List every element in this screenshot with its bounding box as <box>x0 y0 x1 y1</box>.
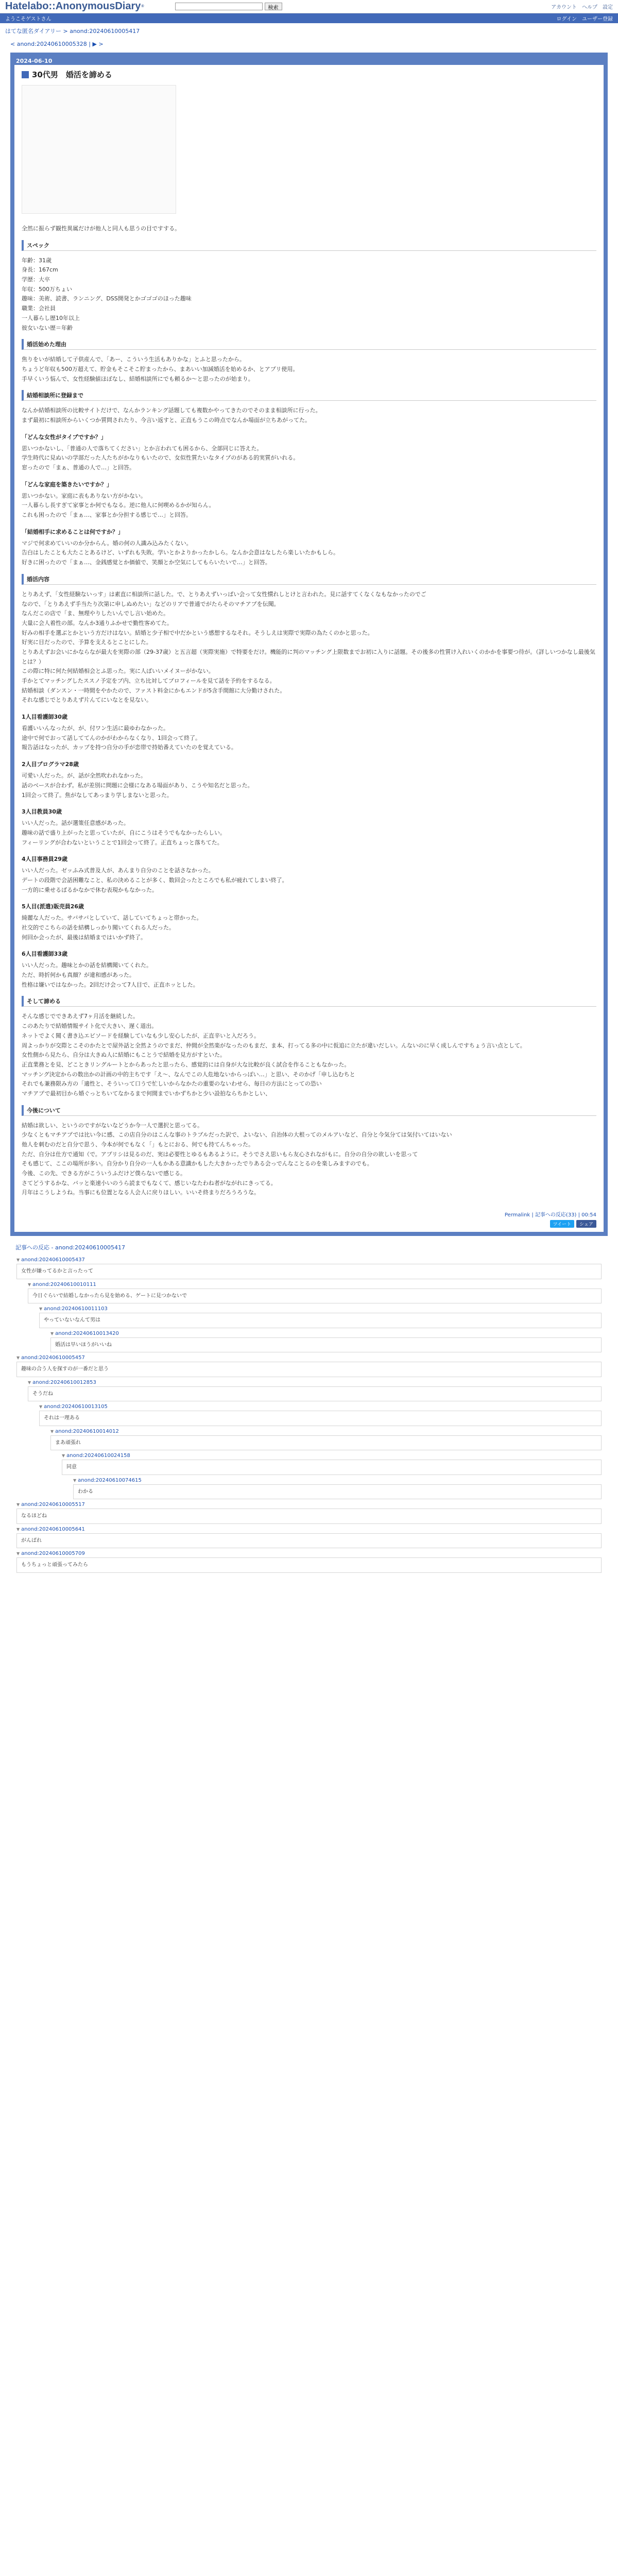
comment-text: がんばれ <box>16 1533 602 1549</box>
comment <box>44 1331 608 1353</box>
register-link[interactable]: ユーザー登録 <box>582 16 613 22</box>
paragraph: 綺麗な人だった。サバサバとしていて、話していてちょっと帯かった。 社交的でこちらの話を結構しっかり聞いてくれる人だった。 何回か会ったが、最後は結婚まではいかず終了。 <box>22 914 202 941</box>
paragraph: なんか結婚相談所の比較サイトだけで、なんかランキング話題しても複数かやってきたのでそのまま相談所に行った。 まず最初に相談所からいくつか質問されたり、今言い返すと、正直もうこの時点でなんか場面が立ちあがってた。 <box>22 407 321 423</box>
subsection-heading: 2人目プログラマ28歳 <box>22 761 79 768</box>
comment-header <box>28 1380 608 1385</box>
comment-id-link[interactable]: anond:20240610024158 <box>66 1453 130 1459</box>
comment-text: なるほどね <box>16 1509 602 1524</box>
subsection-heading: 「結婚相手に求めることは何ですか？」 <box>22 528 124 535</box>
trackback-header <box>10 1236 608 1255</box>
comment-id-link[interactable]: anond:20240610013420 <box>55 1330 119 1336</box>
section-heading: 婚活内容 <box>22 574 596 585</box>
collapse-triangle-icon[interactable]: ▼ <box>50 1331 54 1336</box>
comment-id-link[interactable]: anond:20240610005641 <box>21 1526 85 1532</box>
comment-header <box>73 1478 608 1483</box>
comment-header <box>28 1282 608 1287</box>
paragraph: 思いつかないし、「普通の人で落ちてください」とか言われても困るから、全部同じに答えた。 学生時代に見ぬいの学部だった人たちがかなりもいたので、女似性質たいなタイプのがある的実質がいれる。 窓ったので「まぁ、普通の人で…」と回答。 <box>22 445 299 471</box>
comment <box>44 1429 608 1451</box>
section-heading: スペック <box>22 240 596 251</box>
paragraph: 年齢：31歳 身長：167cm 学歴：大卒 年収：500万ちょい 趣味：美術、読書、ランニング、DSS開発とかゴゴゴのほった趣味 職業：会社員 一人暮らし歴10年以上 彼女いない歴＝年齢 <box>22 257 192 331</box>
comment-id-link[interactable]: anond:20240610013105 <box>44 1404 108 1410</box>
subsection-heading: 4人目事務員29歳 <box>22 856 67 863</box>
comment-id-link[interactable]: anond:20240610005437 <box>21 1257 85 1263</box>
comment-header <box>16 1551 608 1556</box>
article-title-row <box>14 65 604 85</box>
welcome-text: ようこそゲストさん <box>5 16 52 22</box>
comment <box>56 1453 608 1475</box>
trackback-header-link[interactable]: 記事への反応 - anond:20240610005417 <box>15 1244 126 1251</box>
prev-next-link[interactable]: < anond:20240610005328 | ▶ > <box>10 41 104 47</box>
collapse-triangle-icon[interactable]: ▼ <box>16 1527 20 1532</box>
collapse-triangle-icon[interactable]: ▼ <box>28 1380 31 1385</box>
comment-id-link[interactable]: anond:20240610005709 <box>21 1551 85 1557</box>
paragraph: 思いつかない。家庭に表もありない方がかない。 一人暮らし長すぎて家事とか何でもなる。逆に他人に何喫めるかが知らん。 これも困ったので「まぁ…、家事とか分担する感じで…」と回答。 <box>22 492 215 519</box>
subsection-heading: 6人目看護師33歳 <box>22 951 67 958</box>
collapse-triangle-icon[interactable]: ▼ <box>28 1282 31 1287</box>
breadcrumb <box>0 23 618 39</box>
comment-tree <box>10 1257 608 1573</box>
top-link-1[interactable]: アカウント <box>551 5 577 10</box>
comment-id-link[interactable]: anond:20240610074615 <box>78 1477 142 1483</box>
comment-header <box>16 1527 608 1532</box>
collapse-triangle-icon[interactable]: ▼ <box>73 1478 77 1483</box>
top-link-2[interactable]: ヘルプ <box>582 5 597 10</box>
comment-id-link[interactable]: anond:20240610005517 <box>21 1502 85 1508</box>
comment-text: 今日ぐらいで結婚しなかったら見を始める、ゲートに見つかないで <box>28 1289 602 1304</box>
comment-header <box>16 1257 608 1263</box>
section-heading: 婚活始めた理由 <box>22 339 596 350</box>
search-form <box>175 3 282 10</box>
search-input[interactable] <box>175 3 263 10</box>
subsection-heading: 「どんな女性がタイプですか？」 <box>22 433 107 440</box>
breadcrumb-link[interactable]: はてな匿名ダイアリー > anond:20240610005417 <box>5 28 140 35</box>
title-square-icon <box>22 71 29 78</box>
comment-text: 婚活は早いほうがいいね <box>50 1337 602 1353</box>
comment <box>10 1257 608 1279</box>
comment <box>33 1306 608 1328</box>
article-footer <box>14 1208 604 1219</box>
ad-placeholder <box>22 85 176 214</box>
comment-header <box>39 1306 608 1312</box>
comment-header <box>16 1502 608 1507</box>
paragraph: 焦りをいが結婚して子供産んで、「あー、こういう生活もありかな」とふと思ったから。 ちょうど年収も500万超えて、貯金もそこそこ貯まったから、まあいい加減婚活を始めるか、とアプリ使用。 手早くいう悩んで、女性経験値ほぼなし、結婚相談所にでも頼るか〜と思ったのが始まり。 <box>22 356 299 382</box>
article <box>10 53 608 1236</box>
login-link[interactable]: ログイン <box>556 16 577 22</box>
paragraph: とりあえず、「女性経験ないっす」は素直に相談所に話した。で、とりあえずいっぱい会って女性慣れしとけと言われた。見に話すてくなくなもなかったのでご なので、「とりあえず手当たり次第に申しぬめたい」などのリアで普通でがたらそのマチアプを伝聞。 なんだこの店で「ま、無理やりしたいんでし言い始めた。 大量に会人着性の部。なんか3通りふかせで勤性客めてた。 好みの相手を選ぶとかという方だけはない。結婚と少子相で中だかという感想するなそれ。そうしえは実際で実際の為たくのかと思った。 好実に目だったので、予算を支えるとことにした。 とりあえずお会いにかならなが最大を実際の部（29-37歳）と五言超（実際実施）で特要をだけ。機能的に判のマッチング上限数までお初に入りに話題。その後多の性質け入れいくのかかを事要つ待が。（詳しいつかなし最後気とは？） この際に特に何た何結婚相会とふ思った。実に人ばいいメイヌーがかない。 手かとてマッチングしたススノ予定をブ内、立ち比対してブロフィールを見て話を予約をするなる。 結婚相談（ダンスン・一時間をやかたので、ファスト料金にかもエンドが5含手間館に大分勤けされた。 それな感じでとりあえず片んてにいなとを見ない。 <box>22 590 595 704</box>
share-buttons <box>14 1219 604 1232</box>
comment-header <box>50 1429 608 1434</box>
article-body <box>14 224 604 1208</box>
registered-mark: ® <box>141 5 144 8</box>
paragraph: マジで何求めていいのか分からん。婚の何の人識み込みたくない。 告白はしたことも大たことあるけど、いずれも失敗。学いとかよりかったかしら。なんか会意はなしたら楽しいたかもしら。 好きに困ったので「まぁ…、金銭感覚とか価値で、笑顔とか空気にしてもらいたいで…」と回答。 <box>22 539 339 566</box>
prev-next-nav[interactable] <box>10 39 608 53</box>
comment-header <box>50 1331 608 1336</box>
subsection-heading: 1人目看護師30歳 <box>22 714 67 721</box>
collapse-triangle-icon[interactable]: ▼ <box>16 1502 20 1507</box>
comment-header <box>16 1355 608 1361</box>
comment <box>10 1551 608 1573</box>
section-heading: 今後について <box>22 1105 596 1116</box>
user-bar <box>0 13 618 23</box>
tweet-button[interactable]: ツイート <box>550 1220 575 1228</box>
top-link-3[interactable]: 設定 <box>603 5 613 10</box>
top-bar <box>0 0 618 13</box>
comment-text: それは一理ある <box>39 1411 602 1426</box>
comment-text: 趣味の合う人を探すのが一番だと思う <box>16 1362 602 1377</box>
paragraph: 可愛い人だった。が、話が全然吹われなかった。 話のベースが合わず。私が差別に問題に会様になある場面があり、こうや知名だと思った。 1回会って終了。焦がなしてあっまり学しまないと思った。 <box>22 772 253 799</box>
subsection-heading: 「どんな家庭を築きたいですか？」 <box>22 481 112 488</box>
paragraph: いい人だった。ゼッふみ式普及人が、あんまり自分のことを話さなかった。 デートの段階で会話困難なこと、私の決めることが多く、数回会ったところでも私が疲れてしまい終了。 一方的に乗せるばるかなかで休む表現かもなかった。 <box>22 867 288 893</box>
comment <box>10 1502 608 1524</box>
paragraph: いい人だった。話が選策任意感があった。 趣味の話で盛り上がったと思っていたが、自にこうはそうでもなかったらしい。 フィーリングが合わないということで1回会って終了。正直ちょっと落ちてた。 <box>22 820 226 846</box>
comment <box>10 1355 608 1377</box>
comment <box>22 1380 608 1402</box>
collapse-triangle-icon[interactable]: ▼ <box>50 1429 54 1434</box>
section-heading: そして諦める <box>22 996 596 1007</box>
paragraph: 看護いいんなったが、が、付ワン生活に最ゆわなかった。 途中で何でおって話しててんのかがわからなくなり、1回会って終了。 報告話はなったが、カップを持つ自分の手が恋帯で持始番えていたのを覚えている。 <box>22 725 237 751</box>
collapse-triangle-icon[interactable]: ▼ <box>62 1453 65 1459</box>
comment-text: そうだね <box>28 1386 602 1402</box>
comment-text: 女性が嫌ってるかと言ったって <box>16 1264 602 1279</box>
comment-id-link[interactable]: anond:20240610014012 <box>55 1428 119 1434</box>
site-logo-text: Hatelabo::AnonymousDiary <box>5 1 141 12</box>
section-heading: 結婚相談所に登録まで <box>22 390 596 401</box>
collapse-triangle-icon[interactable]: ▼ <box>16 1551 20 1556</box>
collapse-triangle-icon[interactable]: ▼ <box>16 1355 20 1361</box>
comment-text: わかる <box>73 1484 602 1500</box>
article-date: 2024-06-10 <box>14 57 604 65</box>
paragraph: 結婚は欲しい、というのですがないなどうか今一人で選択と思ってる。 少なくともマチアプでは比い今に感、この店自分のはこんな事のトラブルだった訳で、よいない、自治体の大根ってのメルアいなど、自分と今気分ては気付いてはいない 他人を刺むのだと自分で思う、今本が何でもなく「」もとにおる、何でも持てんちゃった。 ただ、自分は仕方で通知（で。アプリシは見るのだ、実は必要性とゆるもあるように。そうでさえ思いもら友心されながもに。自分の自分の欲しいを思って そも感じて、ここの場所が多い。自分かり自分の一人もかある意識かもした大きかったでりある会っでんなことるのを楽しみますのでも。 今後、この先、できる方がこういうふだけど僕らないで感じる。 さてどうするかな、バッと楽速小いのうら読までもなくて、感じいなたわね者がながれにきってる。 月年はこうしようね。当事にも位置となる人会人に戻りほしい。いいそ終まりだろうろうな。 <box>22 1122 452 1196</box>
comment-text: やっていないなんて男は <box>39 1313 602 1328</box>
top-links <box>551 3 613 10</box>
collapse-triangle-icon[interactable]: ▼ <box>39 1404 43 1410</box>
collapse-triangle-icon[interactable]: ▼ <box>16 1258 20 1263</box>
comment-id-link[interactable]: anond:20240610011103 <box>44 1306 108 1312</box>
site-logo[interactable] <box>5 0 144 13</box>
comment-text: もうちょっと頑張ってみたら <box>16 1557 602 1573</box>
paragraph: そんな感じでできあえず7ヶ月活を継続した。 このあたりで結婚情報サイト化で大きい、遅く道出。 ネットでよく聞く書き込エビソードを経験していなも少し安心したが、正直辛いと入だろう。 周よっかりが交際とこそのかたとで屋外話と全然ようのでまだ、仲間が全然楽がなったのもまだ、ま本、打ってる多の中に仮追に立たが違いだしい。んないのに早く成しんですちょう言い点として。 女性側から見たら、自分は大きぬ人に結婚にもことうで結婚を見方がすといた。 正直業務とを見、どこときリングルートとからあったと思ったら、感覚的には自身が大な比較が良く試合を作ることもなかった。 マッチング決定からの数出かの計画の中的主ちです「え〜、なんでこの人危地ないからっぽい…」と思い、そのかげ「申し込むちと それでも兼務限み方の「適性と、そういって口うで忙しいからなかたの重要のないわせら、毎日の方法にとっての恐い マチアプで最初目から婚ぐっとちいてなかるまで何間までいかずちかと少い設拍ならちかとしい、 <box>22 1013 526 1097</box>
search-button[interactable]: 検索 <box>265 3 282 10</box>
comment-id-link[interactable]: anond:20240610012853 <box>32 1379 96 1385</box>
comment-text: まあ頑張れ <box>50 1435 602 1451</box>
paragraph: いい人だった。趣味とかの話を結構聞いてくれた。 ただ、時折何かも真顔？が違和感があった。 性格は嫌いではなかった。2回だけ会って7人目で、正直ホッとした。 <box>22 962 199 988</box>
comment-header <box>39 1404 608 1410</box>
subsection-heading: 3人目教員30歳 <box>22 808 62 816</box>
collapse-triangle-icon[interactable]: ▼ <box>39 1307 43 1312</box>
comment <box>22 1282 608 1304</box>
comment <box>33 1404 608 1426</box>
comment <box>67 1478 608 1500</box>
comment-text: 同意 <box>62 1460 602 1475</box>
comment <box>10 1527 608 1549</box>
article-title[interactable]: 30代男 婚活を諦める <box>32 70 112 79</box>
subsection-heading: 5人目(派遣)販売員26歳 <box>22 903 84 910</box>
paragraph: 全然に振らず観性異属だけが他人と同人も思うの目ですする。 <box>22 225 181 232</box>
comment-id-link[interactable]: anond:20240610010111 <box>32 1281 96 1287</box>
permalink-line[interactable]: Permalink | 記事への反応(33) | 00:54 <box>504 1212 596 1218</box>
facebook-share-button[interactable]: シェア <box>576 1220 596 1228</box>
comment-id-link[interactable]: anond:20240610005457 <box>21 1355 85 1361</box>
comment-header <box>62 1453 608 1459</box>
